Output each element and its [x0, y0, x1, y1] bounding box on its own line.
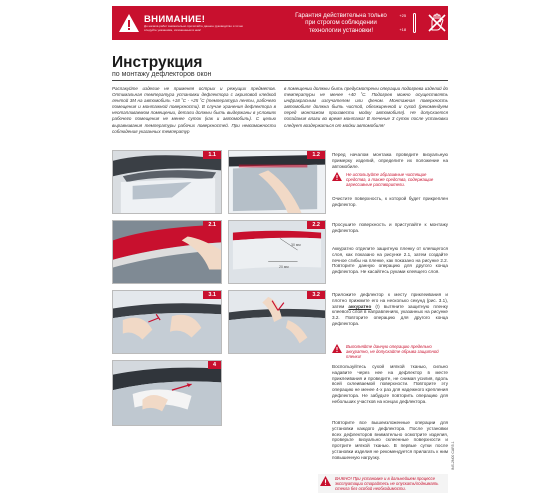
important-note-text: ВАЖНО! При установке и в дальнейшем процессе эксплуатации старайтесь не опускать/поднимать стекла без особой необходимости.: [335, 476, 439, 491]
step-3-pre: Приложите дефлектор к месту приклеивания и плотно прижмите его на несколько секунд (рис. 3.1), затем: [332, 292, 448, 309]
warning-banner: [112, 6, 448, 40]
thermometer-icon: [399, 10, 418, 36]
photo-number: 2.2: [307, 221, 325, 229]
intro-text-right: в помещении должны быть предусмотрены операции подогрева изделий до температуры не менее +40 ˚С. Подогрев можно осуществлять инфракрасным излучателем или феном. Монтажная поверхность автомобиля должна быть чистой, обезжиренной и сухой (рекомендуем перед монтажом произвести мойку автомобиля). Не допускается попадания влаги во время монтажа! В течение 3 суток после установки следует воздержаться от мойки автомобиля!: [284, 86, 448, 128]
dimension-label: 20 мм: [279, 265, 289, 269]
banner-title: ВНИМАНИЕ!: [144, 13, 206, 25]
photo-number: 2.1: [203, 221, 221, 229]
temp-low: +18: [399, 27, 407, 32]
warning-icon: [332, 344, 342, 353]
document-code: INS-2N00 CAR5.1: [451, 441, 455, 470]
photo-number: 1.1: [203, 151, 221, 159]
note-3: [332, 344, 448, 360]
photo-3-2: [228, 290, 326, 354]
step-2b-text: Аккуратно отделите защитную пленку от клеящегося слоя, как показано на рисунке 2.1, затем создайте печное сгибы на пленке, как показано на рисунке 2.2. Повторите данную операцию для другого конца дефлектора. Не касайтесь руками клеящего слоя.: [332, 246, 448, 275]
photo-1-2: [228, 150, 326, 214]
photo-number: 3.2: [307, 291, 325, 299]
dimension-label: 30 мм: [291, 243, 301, 247]
step-1-text: Перед началом монтажа проведите визуальную примерку изделий, определите их положение на автомобиле.: [332, 152, 448, 169]
photo-1-1: [112, 150, 222, 214]
intro-text-left: Распакуйте изделие не применяя острых и режущих предметов. Оптимальная температура установки дефлектора с акриловой клейкой лентой 3М на автомобиль +18 ˚С - +25 ˚С (температура ленты, рабочего помещения и монтажной поверхности). В случае хранения дефлектора в неотапливаемом помещении, детали должны быть выдержаны в условиях рабочего помещения не менее суток (как и автомобиль). С целью выравнивания температуры рабочих поверхностей. При невозможности соблюдения указанных температур: [112, 86, 276, 134]
step-4-text: Воспользуйтесь сухой мягкой тканью, сильно надавите через нее на дефлектор в месте приклеивания и проведите, не снимая усилия, вдоль всей склеиваемой поверхности. Повторите эту операцию не менее 4-х раз для надежного крепления дефлектора. Не забудьте повторить операцию для небольших участков на концах дефлектора.: [332, 364, 448, 404]
photo-2-1: [112, 220, 222, 284]
note-3-text: Выполняйте данную операцию предельно аккуратно, не допускайте обрыва защитной пленки!: [346, 344, 439, 360]
warning-icon: [118, 13, 140, 33]
photo-number: 4: [208, 361, 221, 369]
note-1-text: Не используйте абразивные чистящие средства, а также средства, содержащие агрессивные растворители.: [346, 172, 434, 188]
step-3-text: [332, 292, 448, 327]
important-note: [318, 474, 448, 493]
title-divider: [112, 80, 448, 81]
step-2-text: Просушите поверхность и приступайте к монтажу дефлектора.: [332, 222, 448, 233]
step-3-post: (!) вытяните защитную пленку клеевого слоя в направлениях, указанных на рисунке 3.2. Повторите операцию для другого конца дефлектора.: [332, 303, 448, 326]
photo-3-1: [112, 290, 222, 354]
warning-icon: [332, 172, 342, 181]
photo-number: 1.2: [307, 151, 325, 159]
no-glove-icon: [426, 12, 448, 34]
step-3-emphasis: аккуратно: [348, 303, 372, 309]
photo-number: 3.1: [203, 291, 221, 299]
page-title: Инструкция: [112, 54, 203, 71]
note-1: [332, 172, 448, 188]
photo-4: [112, 360, 222, 426]
step-1b-text: Очистите поверхность, к которой будет прикреплен дефлектор.: [332, 196, 448, 207]
step-5-text: Повторите все вышеизложенные операции для установки каждого дефлектора. После установки всех дефлекторов внимательно осмотрите изделия, проверьте визуально склеенные поверхности и протрите мягкой тканью. В первые сутки после установки изделия не рекомендуется прилагать к ним повышенную нагрузку.: [332, 420, 448, 460]
page-subtitle: по монтажу дефлекторов окон: [112, 71, 212, 78]
photo-2-2: [228, 220, 326, 284]
warning-icon: [320, 476, 331, 486]
banner-small-text: До начала работ внимательно прочитайте данное руководство и точно следуйте указаниям, изложенным в нем!: [144, 23, 244, 32]
temp-high: +25: [399, 13, 407, 18]
guarantee-text: Гарантия действительна только при строгом соблюдении технологии установки!: [295, 11, 387, 34]
